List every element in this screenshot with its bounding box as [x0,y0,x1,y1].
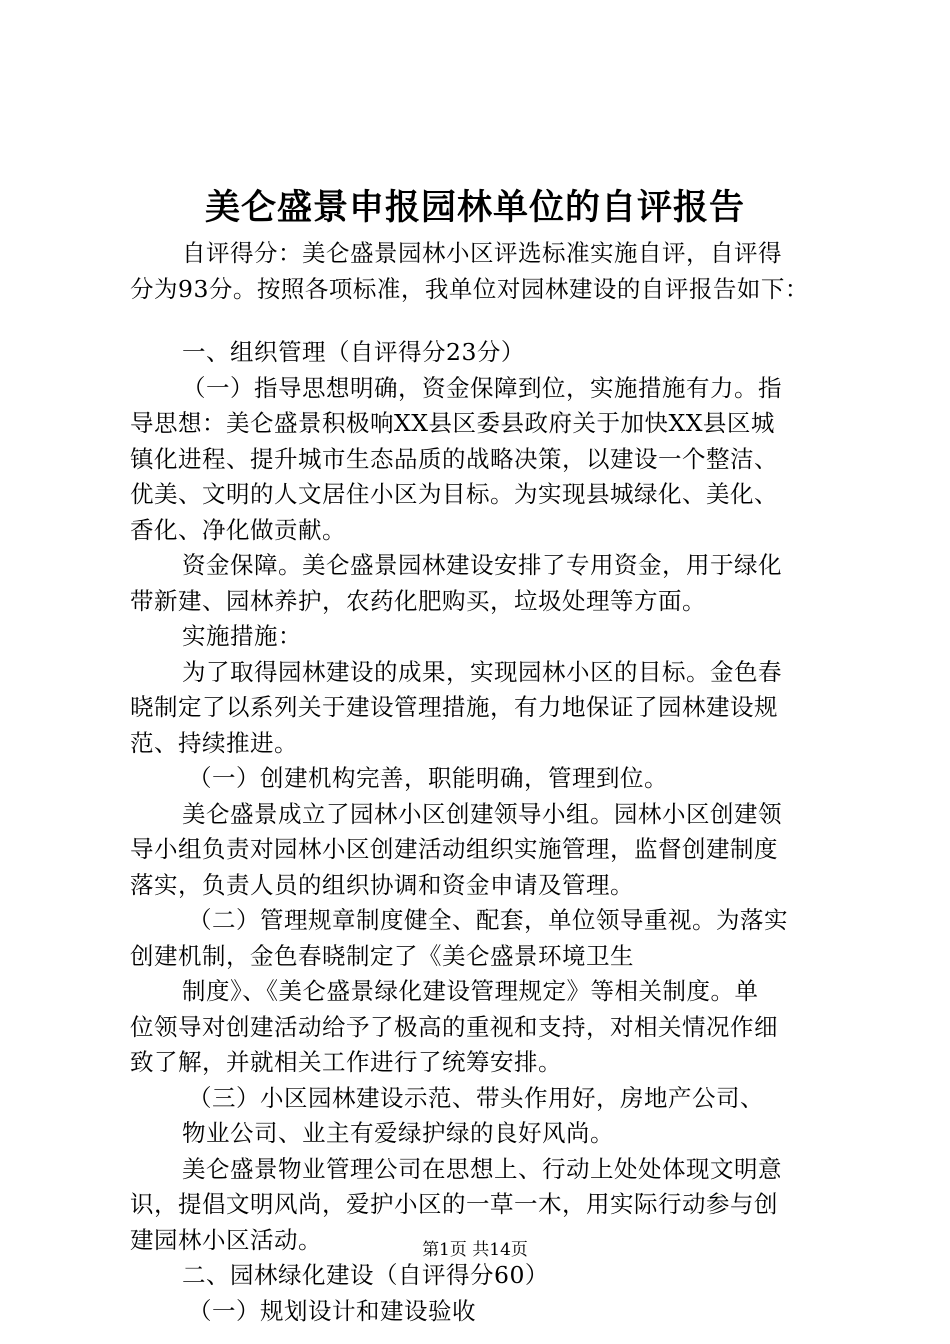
document-body [130,236,835,1329]
subsection-heading: （一）规划设计和建设验收 [188,1296,476,1325]
document-title: 美仑盛景申报园林单位的自评报告 [204,187,745,228]
paragraph-line: 识，提倡文明风尚，爱护小区的一草一木，用实际行动参与创 [130,1190,778,1218]
paragraph-line: 制度》、《美仑盛景绿化建设管理规定》等相关制度。单 [182,977,759,1005]
paragraph-line: 建园林小区活动。 [130,1225,322,1254]
section-heading: 二、园林绿化建设（自评得分60） [182,1261,549,1289]
paragraph-line: （二）管理规章制度健全、配套，单位领导重视。为落实 [188,906,788,934]
paragraph-line: 物业公司、业主有爱绿护绿的良好风尚。 [182,1119,614,1147]
paragraph-line: 自评得分：美仑盛景园林小区评选标准实施自评，自评得 [182,239,782,267]
subsection-heading: （三）小区园林建设示范、带头作用好，房地产公司、 [188,1083,764,1112]
paragraph-line: 导小组负责对园林小区创建活动组织实施管理，监督创建制度 [130,835,778,863]
paragraph-line: 落实，负责人员的组织协调和资金申请及管理。 [130,870,634,899]
paragraph-line: 美仑盛景物业管理公司在思想上、行动上处处体现文明意 [182,1154,782,1183]
paragraph-line: 导思想：美仑盛景积极响XX县区委县政府关于加快XX县区城 [130,409,775,437]
paragraph-line: （一）指导思想明确，资金保障到位，实施措施有力。指 [182,373,782,402]
paragraph-line: 范、持续推进。 [130,728,298,757]
paragraph-line: 实施措施： [182,622,302,650]
paragraph-line: 致了解，并就相关工作进行了统筹安排。 [130,1048,562,1076]
paragraph-line: 优美、文明的人文居住小区为目标。为实现县城绿化、美化、 [130,480,778,508]
paragraph-line: 美仑盛景成立了园林小区创建领导小组。园林小区创建领 [182,799,782,828]
paragraph-line: 创建机制，金色春晓制定了《美仑盛景环境卫生 [130,941,634,970]
paragraph-line: 分为93分。按照各项标准，我单位对园林建设的自评报告如下： [130,274,809,303]
paragraph-gap [130,307,835,335]
paragraph-line: 香化、净化做贡献。 [130,515,346,544]
paragraph-line: 晓制定了以系列关于建设管理措施，有力地保证了园林建设规 [130,693,778,721]
paragraph-line: 镇化进程、提升城市生态品质的战略决策，以建设一个整洁、 [130,444,778,473]
paragraph-line: 为了取得园林建设的成果，实现园林小区的目标。金色春 [182,657,782,686]
paragraph-line: 位领导对创建活动给予了极高的重视和支持，对相关情况作细 [130,1012,778,1041]
subsection-heading: （一）创建机构完善，职能明确，管理到位。 [188,764,668,792]
paragraph-line: 资金保障。美仑盛景园林建设安排了专用资金，用于绿化 [182,551,782,579]
section-heading: 一、组织管理（自评得分23分） [182,338,525,366]
page-number: 第1页 共14页 [422,1240,528,1260]
paragraph-line: 带新建、园林养护，农药化肥购买，垃圾处理等方面。 [130,586,706,615]
